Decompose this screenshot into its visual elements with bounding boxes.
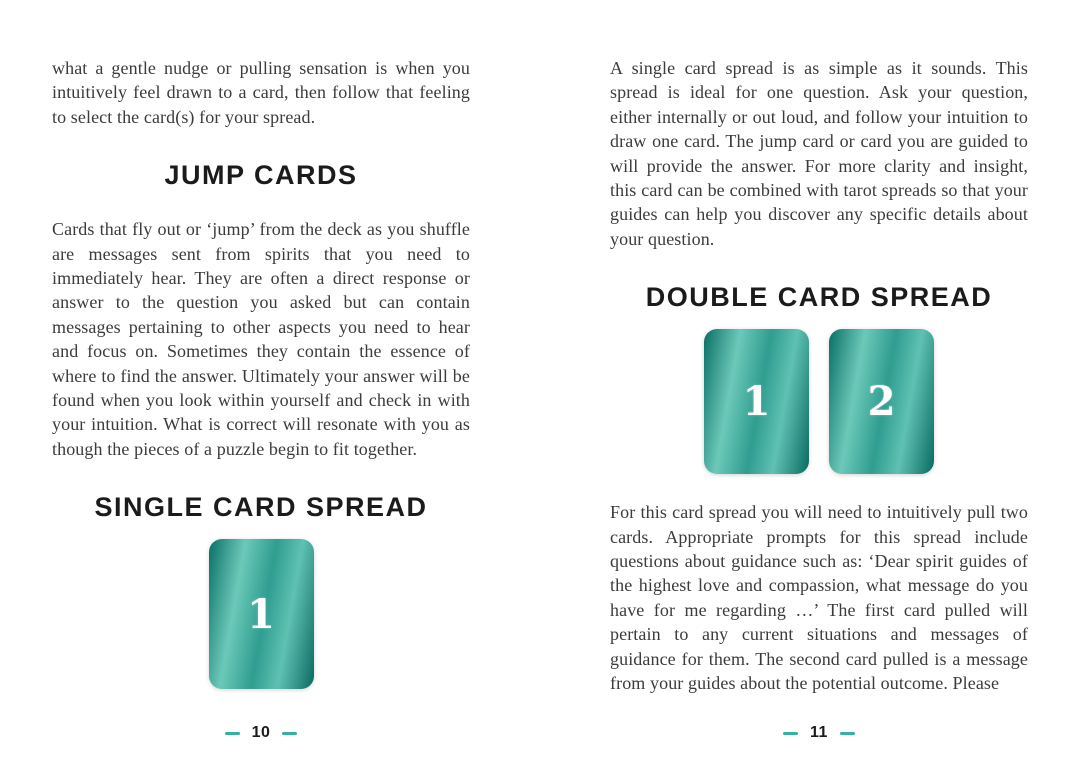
right-paragraph-single-spread: A single card spread is as simple as it sounds. This spread is ideal for one question. Ask your question, either internally or out loud, and follow your intuition to draw one card. The jump card or card you are guided to will provide the answer. For more clarity and insight, this card can be combined with tarot spreads so that your guides can help you discover any specific details about your question. — [610, 58, 1028, 249]
card-number-label: 1 — [742, 378, 771, 426]
tarot-card-1 — [704, 329, 809, 474]
right-paragraph-double-spread: For this card spread you will need to intuitively pull two cards. Appropriate prompts for this spread include questions about guidance such as: ‘Dear spirit guides of the highest love and compassion, what message do you have for me regarding …’ The first card pulled will pertain to any current situations and messages of guidance for them. The second card pulled is a message from your guides about the potential outcome. Please — [610, 502, 1028, 694]
heading-jump-cards: JUMP CARDS — [164, 160, 358, 191]
heading-double-card-spread: DOUBLE CARD SPREAD — [645, 282, 993, 313]
double-card-spread-diagram — [610, 329, 1028, 474]
page-number-left — [52, 724, 470, 742]
page-dash-icon — [840, 732, 855, 735]
card-number-label: 1 — [247, 590, 275, 638]
page-right — [610, 0, 1028, 760]
page-dash-icon — [282, 732, 297, 735]
page-dash-icon — [225, 732, 240, 735]
heading-single-card-spread: SINGLE CARD SPREAD — [94, 492, 428, 523]
page-left — [52, 0, 470, 760]
page-dash-icon — [783, 732, 798, 735]
tarot-card-1 — [209, 539, 314, 689]
page-right-body — [610, 0, 1028, 696]
page-number-text: 11 — [810, 724, 828, 741]
tarot-card-2 — [829, 329, 934, 474]
left-paragraph-jump-cards: Cards that fly out or ‘jump’ from the deck as you shuffle are messages sent from spirits that you need to immediately hear. They are often a direct response or answer to the question you asked but can contain messages pertaining to other aspects you need to hear and focus on. Sometimes they contain the essence of where to find the answer. Ultimately your answer will be found when you look within yourself and check in with your intuition. What is correct will resonate with you as though the pieces of a puzzle begin to fit together. — [52, 219, 470, 459]
single-card-spread-diagram — [52, 539, 470, 689]
page-left-body — [52, 0, 470, 689]
card-number-label: 2 — [867, 378, 896, 426]
left-paragraph-intro: what a gentle nudge or pulling sensation is when you intuitively feel drawn to a card, then follow that feeling to select the card(s) for your spread. — [52, 58, 470, 127]
page-number-text: 10 — [251, 724, 271, 741]
page-number-right — [610, 724, 1028, 742]
